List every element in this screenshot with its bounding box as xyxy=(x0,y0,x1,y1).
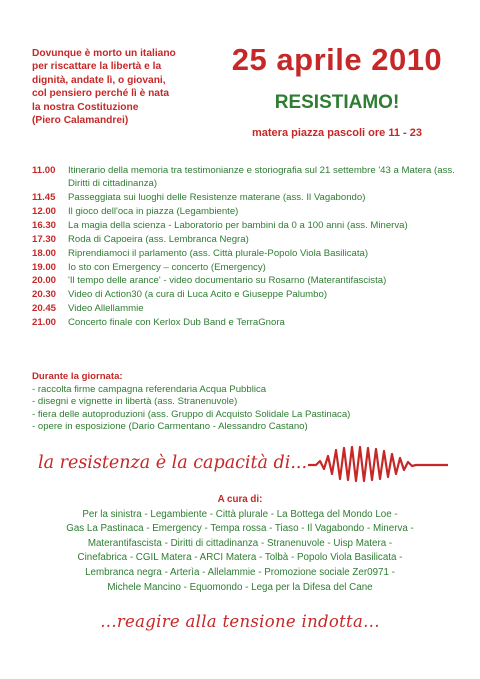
credits-line: Materantifascista - Diritti di cittadinanza - Stranenuvole - Uisp Matera - xyxy=(87,537,393,549)
schedule-text: Roda di Capoeira (ass. Lembranca Negra) xyxy=(68,233,249,245)
schedule-row xyxy=(32,303,457,316)
schedule-text: Video Allellammie xyxy=(68,303,144,315)
schedule-time: 19.00 xyxy=(32,261,57,273)
event-date: 25 aprile 2010 xyxy=(231,42,443,77)
schedule-time: 20.30 xyxy=(32,289,57,301)
quote-line: dignità, andate lì, o giovani, xyxy=(32,74,166,86)
schedule-time: 17.30 xyxy=(32,233,57,245)
schedule-time: 11.45 xyxy=(32,191,56,203)
calamandrei-quote xyxy=(32,47,220,127)
credits-title: A cura di: xyxy=(217,494,263,505)
credits-line: Cinefabrica - CGIL Matera - ARCI Matera - Tolbà - Popolo Viola Basilicata - xyxy=(77,552,403,564)
during-heading: Durante la giornata: xyxy=(32,371,123,382)
quote-line: Dovunque è morto un italiano xyxy=(32,48,176,59)
schedule-row xyxy=(32,317,457,330)
schedule-row xyxy=(32,220,457,233)
schedule-time: 11.00 xyxy=(32,165,56,176)
credits-block xyxy=(20,493,460,595)
credits-line: Per la sinistra - Legambiente - Città plurale - La Bottega del Mondo Loe - xyxy=(82,508,398,520)
schedule-text: Il gioco dell'oca in piazza (Legambiente) xyxy=(68,205,239,217)
schedule-text: 'Il tempo delle arance' - video documentario su Rosarno (Materantifascista) xyxy=(68,275,387,287)
schedule-row xyxy=(32,289,457,302)
schedule-row xyxy=(32,234,457,247)
schedule-time: 20.45 xyxy=(32,303,57,315)
zigzag-wave-icon xyxy=(308,444,448,484)
credits-line: Lembranca negra - Arterìa - Allelammie - Promozione sociale Zer0971 - xyxy=(85,566,395,578)
schedule-text: Itinerario della memoria tra testimonianze e storiografia sul 21 settembre '43 a Matera (ass. Diritti di cittadinanza) xyxy=(68,165,455,189)
during-item: - raccolta firme campagna referendaria Acqua Pubblica xyxy=(32,383,267,395)
schedule-row xyxy=(32,262,457,275)
schedule-text: Video di Action30 (a cura di Luca Acito e Giuseppe Palumbo) xyxy=(68,289,328,301)
schedule-text: La magia della scienza - Laboratorio per bambini da 0 a 100 anni (ass. Minerva) xyxy=(68,219,408,231)
schedule-text: Passeggiata sui luoghi delle Resistenze materane (ass. Il Vagabondo) xyxy=(68,191,366,203)
schedule-list xyxy=(32,165,457,331)
event-motto: RESISTIAMO! xyxy=(274,92,400,113)
event-location: matera piazza pascoli ore 11 - 23 xyxy=(252,127,422,139)
schedule-time: 21.00 xyxy=(32,317,57,329)
during-item: - disegni e vignette in libertà (ass. Stranenuvole) xyxy=(32,396,238,408)
during-the-day xyxy=(32,371,457,434)
schedule-row xyxy=(32,165,457,190)
closing-tagline: ...reagire alla tensione indotta... xyxy=(100,612,380,631)
during-item: - fiera delle autoproduzioni (ass. Gruppo di Acquisto Solidale La Pastinaca) xyxy=(32,408,351,420)
quote-line: per riscattare la libertà e la xyxy=(32,61,162,73)
schedule-text: Riprendiamoci il parlamento (ass. Città plurale-Popolo Viola Basilicata) xyxy=(68,247,369,259)
schedule-row xyxy=(32,248,457,261)
quote-line: la nostra Costituzione xyxy=(32,101,139,113)
schedule-time: 12.00 xyxy=(32,205,57,217)
schedule-row xyxy=(32,275,457,288)
credits-line: Michele Mancino - Equomondo - Lega per la Difesa del Cane xyxy=(107,581,373,593)
schedule-row xyxy=(32,206,457,219)
quote-line: col pensiero perché lì è nata xyxy=(32,88,170,100)
schedule-row xyxy=(32,192,457,205)
schedule-text: Concerto finale con Kerlox Dub Band e TerraGnora xyxy=(68,317,285,329)
resistenza-tagline: la resistenza è la capacità di... xyxy=(38,453,308,473)
schedule-time: 16.30 xyxy=(32,219,57,231)
during-item: - opere in esposizione (Dario Carmentano - Alessandro Castano) xyxy=(32,421,308,433)
schedule-time: 20.00 xyxy=(32,275,57,287)
schedule-time: 18.00 xyxy=(32,247,57,259)
quote-author: (Piero Calamandrei) xyxy=(32,115,129,127)
credits-line: Gas La Pastinaca - Emergency - Tempa rossa - Tiaso - Il Vagabondo - Minerva - xyxy=(66,523,414,535)
schedule-text: Io sto con Emergency – concerto (Emergency) xyxy=(68,261,266,273)
